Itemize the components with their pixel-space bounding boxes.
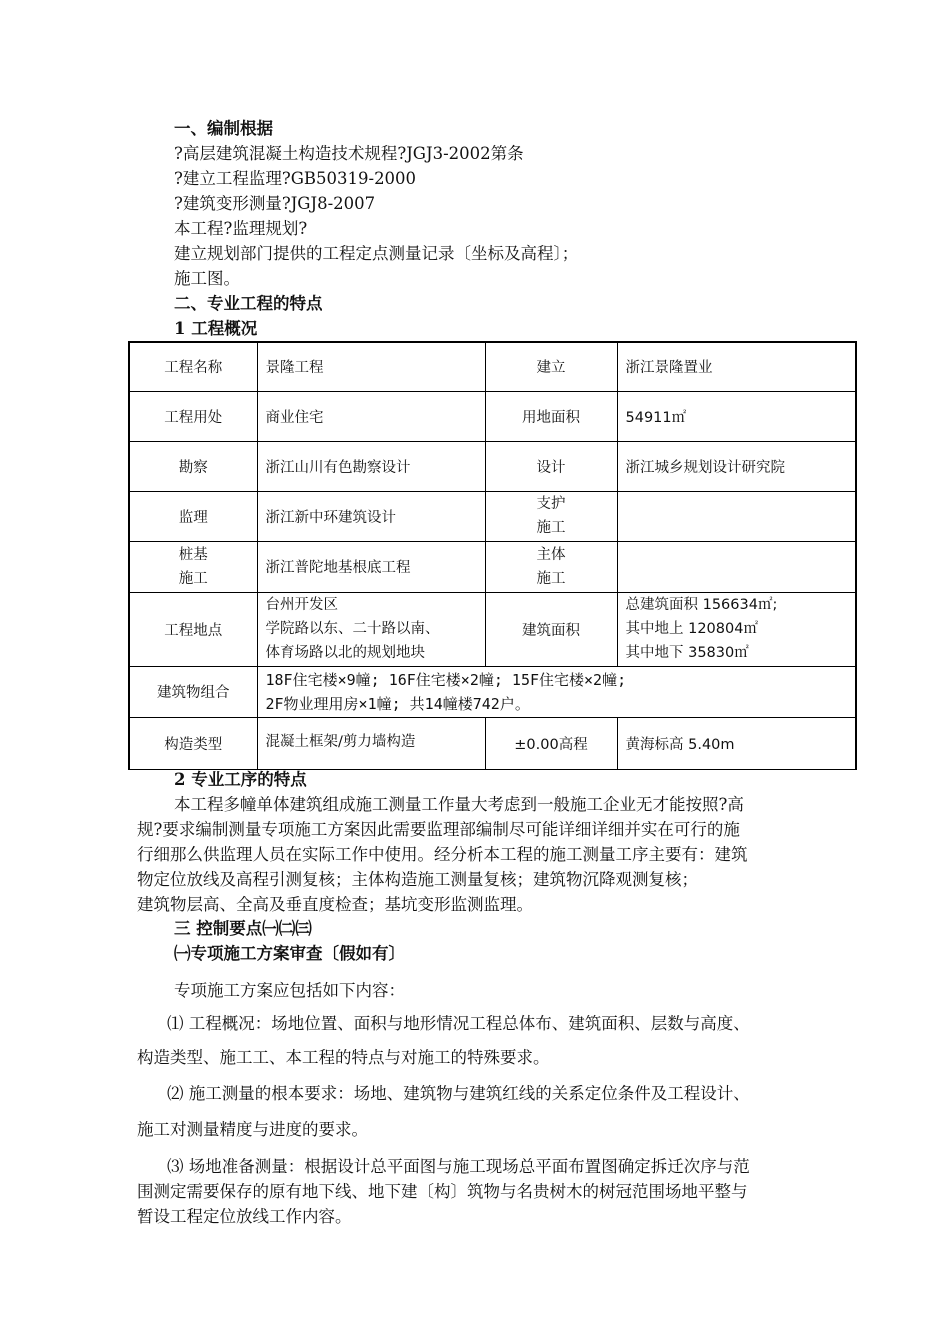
table-cell: 建立: [485, 342, 617, 391]
table-cell: 浙江景隆置业: [617, 342, 856, 391]
table-row: [129, 441, 856, 491]
table-cell: [617, 541, 856, 592]
cell-line: 桩基: [178, 546, 208, 563]
cell-line: 其中地上 120804㎡: [625, 621, 758, 637]
basis-line-1: ?高层建筑混凝土构造技术规程?JGJ3-2002第条: [174, 144, 524, 163]
plan-item-line-6: 围测定需要保存的原有地下线、地下建〔构〕筑物与名贵树木的树冠范围场地平整与: [137, 1182, 748, 1201]
cell-line: 台州开发区: [265, 597, 338, 613]
section-1-heading: 一、编制根据: [174, 119, 273, 138]
table-row: [129, 491, 856, 541]
table-cell: [257, 666, 856, 717]
table-cell: 建筑面积: [485, 592, 617, 666]
table-cell: 混凝土框架/剪力墙构造: [257, 717, 485, 769]
plan-item-line-5: ⑶ 场地准备测量：根据设计总平面图与施工现场总平面布置图确定拆迁次序与范: [167, 1157, 750, 1176]
table-row: [129, 342, 856, 391]
section-2-heading: 二、专业工程的特点: [174, 294, 323, 313]
cell-line: 施工: [178, 570, 208, 587]
cell-line: 支护: [536, 496, 566, 512]
plan-item-line-4: 施工对测量精度与进度的要求。: [137, 1120, 368, 1139]
process-paragraph-line-1: 本工程多幢单体建筑组成施工测量工作量大考虑到一般施工企业无才能按照?高: [174, 795, 744, 814]
cell-line: 总建筑面积 156634㎡;: [625, 597, 778, 613]
table-cell: 勘察: [129, 441, 257, 491]
table-cell: 工程名称: [129, 342, 257, 391]
subsection-special-plan-review: ㈠专项施工方案审查〔假如有〕: [174, 944, 405, 963]
plan-item-line-7: 暂设工程定位放线工作内容。: [137, 1207, 352, 1226]
table-cell: 构造类型: [129, 717, 257, 769]
table-cell: 浙江普陀地基根底工程: [257, 541, 485, 592]
table-cell: 浙江新中环建筑设计: [257, 491, 485, 541]
table-cell: 建筑物组合: [129, 666, 257, 717]
table-cell: 商业住宅: [257, 391, 485, 441]
table-row: [129, 666, 856, 717]
basis-line-4: 本工程?监理规划?: [174, 219, 308, 238]
table-cell: 工程地点: [129, 592, 257, 666]
project-overview-table: [128, 341, 857, 770]
cell-line: 体育场路以北的规划地块: [265, 645, 425, 661]
table-cell: 监理: [129, 491, 257, 541]
cell-line: 学院路以东、二十路以南、: [265, 621, 440, 637]
cell-line: 其中地下 35830㎡: [625, 645, 749, 661]
table-row: [129, 391, 856, 441]
subsection-process-features: 2 专业工序的特点: [174, 770, 307, 789]
plan-intro: 专项施工方案应包括如下内容：: [174, 981, 405, 1000]
subsection-project-overview: 1 工程概况: [174, 319, 258, 338]
table-row: [129, 592, 856, 666]
table-cell: [617, 592, 856, 666]
process-paragraph-line-4: 物定位放线及高程引测复核；主体构造施工测量复核；建筑物沉降观测复核；: [137, 870, 698, 889]
table-cell: 浙江山川有色勘察设计: [257, 441, 485, 491]
table-cell: 黄海标高 5.40m: [617, 717, 856, 769]
basis-line-5: 建立规划部门提供的工程定点测量记录〔坐标及高程〕；: [174, 244, 579, 263]
table-cell: 设计: [485, 441, 617, 491]
table-cell: [485, 491, 617, 541]
cell-line: 施工: [536, 520, 566, 536]
plan-item-line-3: ⑵ 施工测量的根本要求：场地、建筑物与建筑红线的关系定位条件及工程设计、: [167, 1084, 750, 1103]
basis-line-2: ?建立工程监理?GB50319-2000: [174, 169, 417, 188]
cell-line: 主体: [536, 546, 566, 563]
table-cell: [257, 592, 485, 666]
basis-line-3: ?建筑变形测量?JGJ8-2007: [174, 194, 376, 213]
section-3-heading: 三 控制要点㈠㈡㈢: [174, 919, 312, 938]
process-paragraph-line-5: 建筑物层高、全高及垂直度检查；基坑变形监测监理。: [137, 895, 533, 914]
process-paragraph-line-3: 行细那么供监理人员在实际工作中使用。经分析本工程的施工测量工序主要有：建筑: [137, 845, 748, 864]
cell-line: 18F住宅楼×9幢; 16F住宅楼×2幢; 15F住宅楼×2幢;: [265, 670, 627, 689]
table-cell: [485, 541, 617, 592]
plan-item-line-1: ⑴ 工程概况：场地位置、面积与地形情况工程总体布、建筑面积、层数与高度、: [167, 1014, 750, 1033]
table-cell: [617, 491, 856, 541]
table-row: [129, 717, 856, 769]
table-cell: 工程用处: [129, 391, 257, 441]
plan-item-line-2: 构造类型、施工工、本工程的特点与对施工的特殊要求。: [137, 1048, 550, 1067]
cell-line: 2F物业理用房×1幢; 共14幢楼742户。: [265, 694, 530, 713]
table-cell: [129, 541, 257, 592]
basis-line-6: 施工图。: [174, 269, 240, 288]
table-cell: 浙江城乡规划设计研究院: [617, 441, 856, 491]
table-cell: 用地面积: [485, 391, 617, 441]
process-paragraph-line-2: 规?要求编制测量专项施工方案因此需要监理部编制尽可能详细详细并实在可行的施: [137, 820, 740, 839]
table-cell: ±0.00高程: [485, 717, 617, 769]
table-cell: 景隆工程: [257, 342, 485, 391]
table-row: [129, 541, 856, 592]
cell-line: 施工: [536, 570, 566, 587]
table-cell: 54911㎡: [617, 391, 856, 441]
